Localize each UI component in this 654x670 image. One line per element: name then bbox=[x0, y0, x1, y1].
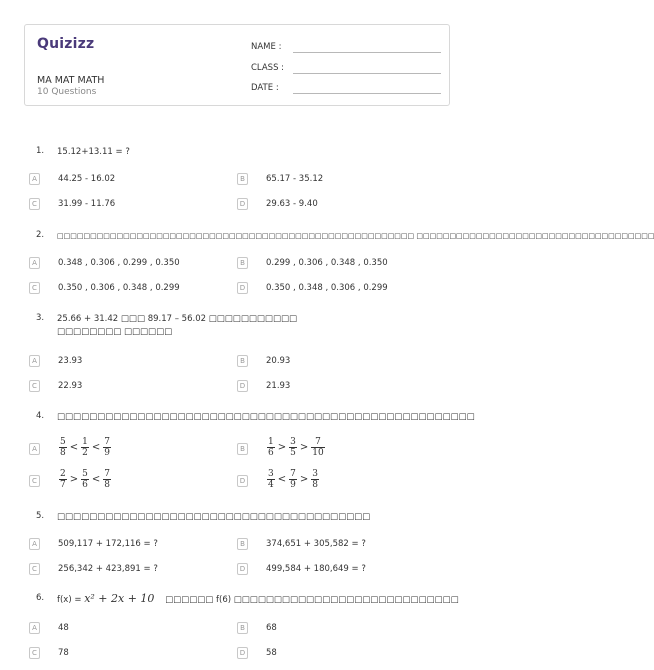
class-field[interactable] bbox=[251, 63, 441, 73]
date-label: DATE : bbox=[251, 83, 279, 93]
option-value: 23.93 bbox=[58, 356, 83, 366]
question-text: 25.66 + 31.42 □□□ 89.17 – 56.02 □□□□□□□□□□□ bbox=[57, 314, 298, 324]
worksheet-title: MA MAT MATH bbox=[37, 75, 105, 86]
name-field[interactable] bbox=[251, 42, 441, 52]
option-value: 21.93 bbox=[266, 381, 291, 391]
option-letter: B bbox=[237, 355, 248, 367]
option-value: 20.93 bbox=[266, 356, 291, 366]
option-value: 22.93 bbox=[58, 381, 83, 391]
question-number: 2. bbox=[36, 230, 45, 240]
option-value: 374,651 + 305,582 = ? bbox=[266, 539, 366, 549]
option-letter: D bbox=[237, 282, 248, 294]
option-letter: D bbox=[237, 198, 248, 210]
option-letter: C bbox=[29, 198, 40, 210]
option-value: 58 bbox=[266, 648, 277, 658]
option-letter: C bbox=[29, 282, 40, 294]
question-number: 4. bbox=[36, 411, 45, 421]
question-text: □□□□□□□□□□□□□□□□□□□□□□□□□□□□□□□□□□□□□□□□□□□□□□□□□□□□ bbox=[57, 412, 475, 422]
question-text: 15.12+13.11 = ? bbox=[57, 147, 130, 157]
option-value: 509,117 + 172,116 = ? bbox=[58, 539, 158, 549]
option-letter: C bbox=[29, 647, 40, 659]
name-label: NAME : bbox=[251, 42, 282, 52]
option-letter: D bbox=[237, 647, 248, 659]
option-letter: C bbox=[29, 563, 40, 575]
question-number: 5. bbox=[36, 511, 45, 521]
option-value: 44.25 - 16.02 bbox=[58, 174, 116, 184]
option-letter: D bbox=[237, 563, 248, 575]
option-letter: A bbox=[29, 173, 40, 185]
question-number: 1. bbox=[36, 146, 45, 156]
option-letter: B bbox=[237, 538, 248, 550]
quadratic-formula: x² + 2x + 10 bbox=[84, 592, 155, 605]
fraction-expression: $\frac{5}{8}$ < $\frac{1}{2}$ < $\frac{7}{9}$ bbox=[60, 437, 110, 458]
question-number: 6. bbox=[36, 593, 45, 603]
option-letter: D bbox=[237, 475, 248, 487]
option-value: 48 bbox=[58, 623, 69, 633]
option-value: 31.99 - 11.76 bbox=[58, 199, 116, 209]
option-value: 0.348 , 0.306 , 0.299 , 0.350 bbox=[58, 258, 180, 268]
option-value: 29.63 - 9.40 bbox=[266, 199, 318, 209]
option-value: 78 bbox=[58, 648, 69, 658]
option-letter: C bbox=[29, 475, 40, 487]
fraction-expression: $\frac{2}{7}$ > $\frac{5}{6}$ < $\frac{7}{8}$ bbox=[60, 469, 110, 490]
option-letter: A bbox=[29, 355, 40, 367]
question-text: □□□□□□□□□□□□□□□□□□□□□□□□□□□□□□□□□□□□□□□□□□□□□□□□□□□□□□ □□□□□□□□□□□□□□□□□□□□□□□□□□□□□□□□□□□□ bbox=[57, 232, 654, 240]
option-letter: B bbox=[237, 622, 248, 634]
option-value: 0.350 , 0.306 , 0.348 , 0.299 bbox=[58, 283, 180, 293]
fraction-expression: $\frac{1}{6}$ > $\frac{3}{5}$ > $\frac{7}{10}$ bbox=[268, 437, 324, 458]
option-letter: C bbox=[29, 380, 40, 392]
question-text-line2: □□□□□□□□ □□□□□□ bbox=[57, 327, 173, 337]
quizizz-logo: Quizizz bbox=[37, 36, 95, 52]
option-value: 499,584 + 180,649 = ? bbox=[266, 564, 366, 574]
option-letter: A bbox=[29, 257, 40, 269]
option-letter: B bbox=[237, 257, 248, 269]
option-value: 68 bbox=[266, 623, 277, 633]
question-text-suffix: □□□□□□ f(6) □□□□□□□□□□□□□□□□□□□□□□□□□□□□ bbox=[165, 595, 459, 605]
option-letter: B bbox=[237, 173, 248, 185]
option-letter: D bbox=[237, 380, 248, 392]
question-number: 3. bbox=[36, 313, 45, 323]
option-value: 65.17 - 35.12 bbox=[266, 174, 324, 184]
option-letter: A bbox=[29, 538, 40, 550]
question-text-prefix: f(x) = bbox=[57, 595, 85, 605]
class-label: CLASS : bbox=[251, 63, 285, 73]
question-text bbox=[57, 592, 459, 606]
fraction-expression: $\frac{3}{4}$ < $\frac{7}{9}$ > $\frac{3}{8}$ bbox=[268, 469, 318, 490]
date-field[interactable] bbox=[251, 83, 441, 93]
option-value: 0.299 , 0.306 , 0.348 , 0.350 bbox=[266, 258, 388, 268]
option-letter: A bbox=[29, 443, 40, 455]
option-value: 256,342 + 423,891 = ? bbox=[58, 564, 158, 574]
option-letter: A bbox=[29, 622, 40, 634]
option-letter: B bbox=[237, 443, 248, 455]
option-value: 0.350 , 0.348 , 0.306 , 0.299 bbox=[266, 283, 388, 293]
question-text: □□□□□□□□□□□□□□□□□□□□□□□□□□□□□□□□□□□□□□□ bbox=[57, 512, 371, 522]
worksheet-header bbox=[24, 24, 450, 106]
worksheet-subtitle: 10 Questions bbox=[37, 87, 97, 97]
